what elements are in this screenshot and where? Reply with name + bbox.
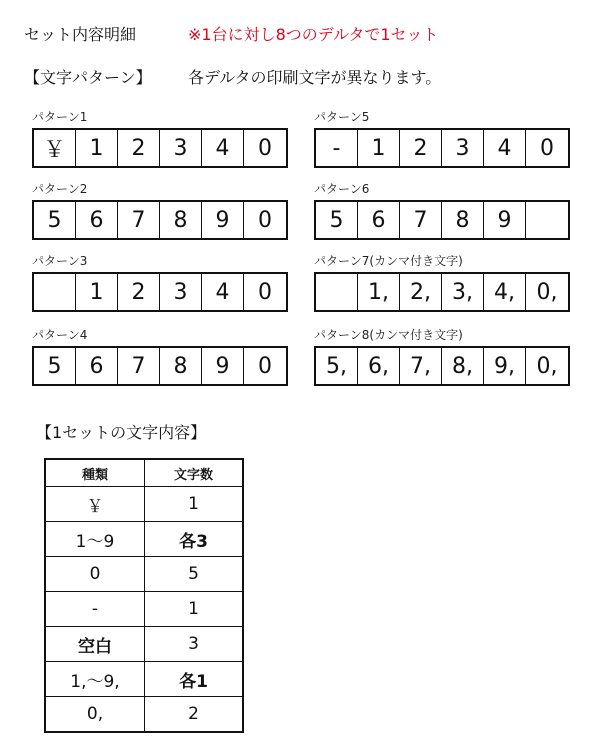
pattern-cell: 4 <box>202 130 244 166</box>
table-row <box>45 697 243 733</box>
pattern-cell: 3 <box>160 274 202 310</box>
count-cell: 2 <box>145 697 244 733</box>
pattern-cell: 8 <box>160 348 202 384</box>
table-row <box>45 627 243 662</box>
count-cell: 各1 <box>145 662 244 697</box>
set-note: ※1台に対し8つのデルタで1セット <box>188 25 439 44</box>
pattern-cell: 2 <box>118 130 160 166</box>
pattern-label: パターン2 <box>32 182 88 196</box>
pattern-cell <box>316 274 358 310</box>
type-cell: 0, <box>45 697 145 733</box>
pattern-cell: 2, <box>400 274 442 310</box>
pattern-cell: 9 <box>484 202 526 238</box>
pattern-cell <box>526 202 568 238</box>
pattern-label: パターン5 <box>314 110 370 124</box>
pattern-cell: 5 <box>316 202 358 238</box>
type-cell: 1,〜9, <box>45 662 145 697</box>
count-cell: 5 <box>145 557 244 592</box>
pattern-cell: 9 <box>202 202 244 238</box>
pattern-label: パターン8(カンマ付き文字) <box>314 328 463 342</box>
pattern-cell: 5, <box>316 348 358 384</box>
pattern-cell: 1 <box>76 130 118 166</box>
count-cell: 3 <box>145 627 244 662</box>
pattern-cell: 6 <box>358 202 400 238</box>
table-header-row <box>45 459 243 487</box>
pattern-cell: 9 <box>202 348 244 384</box>
pattern-cell: 8, <box>442 348 484 384</box>
pattern-cell: 5 <box>34 348 76 384</box>
pattern-cell: 3 <box>442 130 484 166</box>
type-cell: 1〜9 <box>45 522 145 557</box>
pattern-label: パターン7(カンマ付き文字) <box>314 254 463 268</box>
pattern-cell: 4, <box>484 274 526 310</box>
pattern-cell: 0 <box>258 279 272 305</box>
pattern-cell <box>34 274 76 310</box>
table-row <box>45 662 243 697</box>
pattern-cell: 0, <box>536 279 558 305</box>
pattern-cell: 0 <box>258 135 272 161</box>
table-row <box>45 487 243 522</box>
table-row <box>45 592 243 627</box>
pattern-cell: 8 <box>442 202 484 238</box>
pattern-label: パターン3 <box>32 254 88 268</box>
pattern-cell: 6 <box>76 348 118 384</box>
set-contents-title: 【1セットの文字内容】 <box>36 423 207 442</box>
pattern-cell: ￥ <box>34 130 76 166</box>
pattern-cell: 1 <box>358 130 400 166</box>
table-row <box>45 522 243 557</box>
column-header-type: 種類 <box>45 459 145 487</box>
pattern-cell: 7, <box>400 348 442 384</box>
section-heading: 【文字パターン】 <box>24 68 152 87</box>
section-description: 各デルタの印刷文字が異なります。 <box>188 68 442 87</box>
pattern-cell: 6 <box>76 202 118 238</box>
pattern-boxes <box>32 272 288 312</box>
type-cell: ￥ <box>45 487 145 522</box>
count-cell: 1 <box>145 487 244 522</box>
type-cell: 0 <box>45 557 145 592</box>
pattern-cell: 2 <box>400 130 442 166</box>
pattern-cell: 6, <box>358 348 400 384</box>
pattern-label: パターン1 <box>32 110 88 124</box>
pattern-boxes <box>32 200 288 240</box>
pattern-boxes <box>32 128 288 168</box>
pattern-cell: 4 <box>202 274 244 310</box>
pattern-cell: 0 <box>258 353 272 379</box>
type-cell: 空白 <box>45 627 145 662</box>
pattern-label: パターン6 <box>314 182 370 196</box>
pattern-boxes <box>314 346 570 386</box>
pattern-cell: 7 <box>400 202 442 238</box>
pattern-cell: - <box>316 130 358 166</box>
pattern-cell: 0 <box>258 207 272 233</box>
set-contents-table <box>44 458 244 733</box>
pattern-boxes <box>314 128 570 168</box>
pattern-cell: 0 <box>540 135 554 161</box>
pattern-cell: 3, <box>442 274 484 310</box>
pattern-cell: 1, <box>358 274 400 310</box>
pattern-cell: 1 <box>76 274 118 310</box>
pattern-cell: 0, <box>536 353 558 379</box>
page-title: セット内容明細 <box>24 25 137 44</box>
pattern-cell: 2 <box>118 274 160 310</box>
count-cell: 各3 <box>145 522 244 557</box>
pattern-cell: 4 <box>484 130 526 166</box>
pattern-cell: 7 <box>118 348 160 384</box>
pattern-boxes <box>314 200 570 240</box>
pattern-cell: 5 <box>34 202 76 238</box>
count-cell: 1 <box>145 592 244 627</box>
column-header-count: 文字数 <box>145 459 244 487</box>
pattern-label: パターン4 <box>32 328 88 342</box>
pattern-cell: 8 <box>160 202 202 238</box>
table-row <box>45 557 243 592</box>
pattern-cell: 3 <box>160 130 202 166</box>
pattern-boxes <box>314 272 570 312</box>
pattern-boxes <box>32 346 288 386</box>
pattern-cell: 9, <box>484 348 526 384</box>
type-cell: - <box>45 592 145 627</box>
pattern-cell: 7 <box>118 202 160 238</box>
